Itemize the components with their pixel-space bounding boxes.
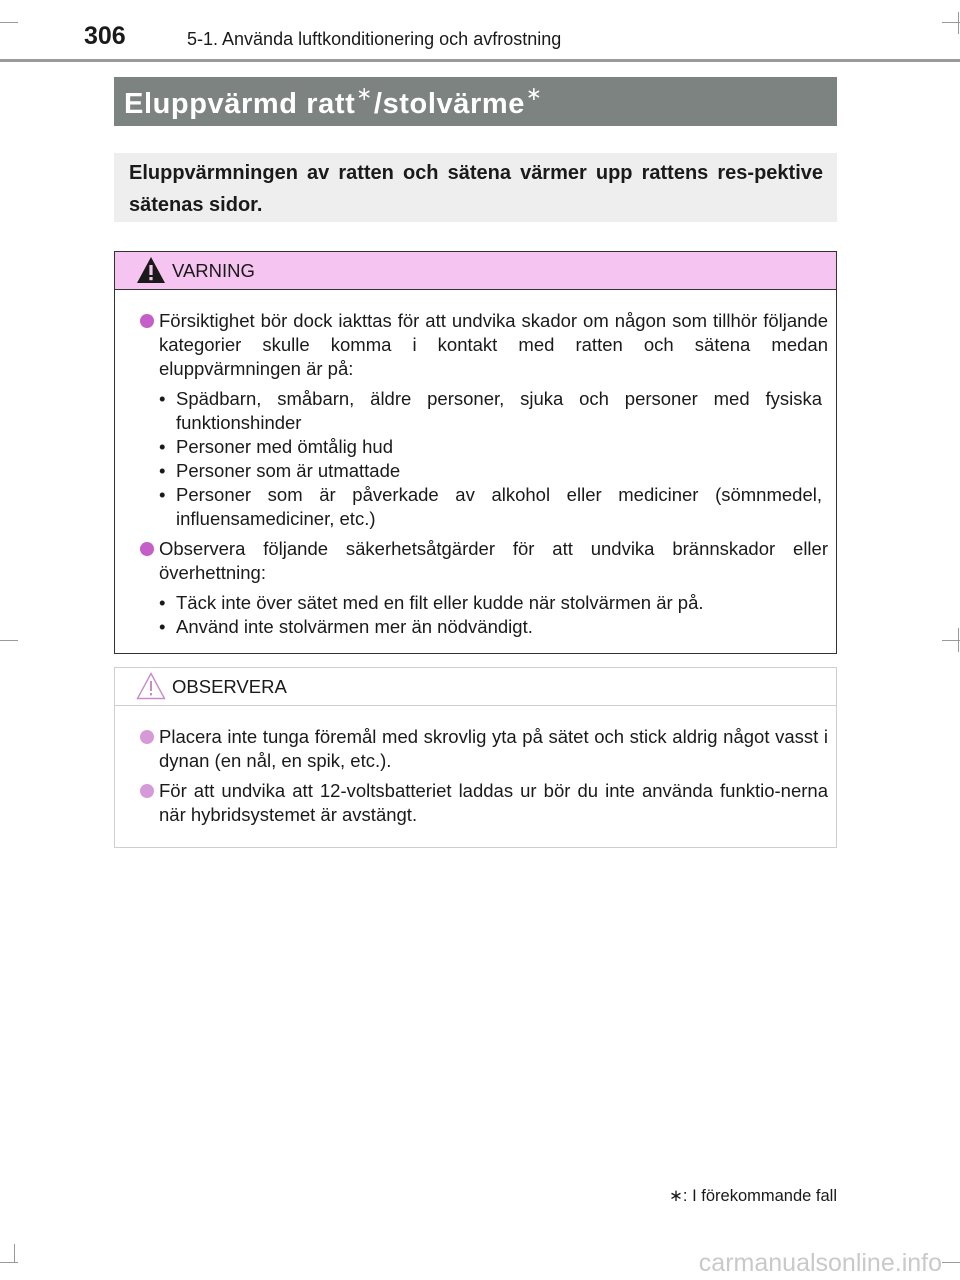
warning-header (115, 252, 836, 290)
footnote-asterisk: ∗ (669, 1187, 683, 1205)
sub-item: • Personer som är utmattade (159, 460, 401, 481)
warning-label: VARNING (172, 260, 255, 281)
sub-item: • Använd inte stolvärmen mer än nödvändigt. (159, 616, 533, 637)
page-number: 306 (84, 22, 126, 50)
running-header: 5-1. Använda luftkonditionering och avfrostning (187, 29, 562, 49)
warning-sublist (159, 387, 828, 531)
notice-item-text: För att undvika att 12-voltsbatteriet laddas ur bör du inte använda funktio-nerna när hybridsystemet är avstängt. (159, 780, 828, 825)
sub-item: • Personer som är påverkade av alkohol eller mediciner (sömnmedel, influensamediciner, etc.) (159, 484, 822, 529)
notice-item (140, 725, 828, 773)
bullet-dot-icon (140, 542, 154, 556)
notice-box (114, 667, 837, 848)
warning-item (140, 309, 828, 381)
section-title (114, 77, 837, 126)
notice-item (140, 779, 828, 827)
sub-item: • Täck inte över sätet med en filt eller kudde när stolvärmen är på. (159, 592, 704, 613)
warning-body (115, 290, 836, 639)
warning-item-text: Försiktighet bör dock iakttas för att undvika skador om någon som tillhör följande kategorier skulle komma i kontakt med ratten och sätena medan eluppvärmningen är på: (159, 310, 828, 379)
warning-triangle-icon (136, 256, 166, 284)
sub-item-text: Personer med ömtålig hud (176, 436, 393, 457)
bullet-dot-icon (140, 314, 154, 328)
footnote-text: : I förekommande fall (682, 1187, 837, 1205)
notice-header (115, 668, 836, 706)
crop-mark (0, 22, 18, 23)
sub-item-text: Personer som är utmattade (176, 460, 401, 481)
sub-item: • Personer med ömtålig hud (159, 436, 393, 457)
warning-sublist (159, 591, 828, 639)
bullet-dot-icon (140, 784, 154, 798)
notice-label: OBSERVERA (172, 676, 287, 697)
warning-item (140, 537, 828, 585)
sub-item-text: Personer som är påverkade av alkohol eller mediciner (sömnmedel, influensamediciner, etc.) (176, 484, 822, 529)
sub-item-text: Använd inte stolvärmen mer än nödvändigt. (176, 616, 533, 637)
crop-mark (14, 1244, 15, 1262)
footnote (669, 1186, 837, 1206)
watermark: carmanualsonline.info (698, 1249, 942, 1277)
title-part-1: Eluppvärmd ratt (124, 88, 356, 120)
crop-mark (942, 1262, 960, 1263)
header-rule (0, 59, 960, 62)
title-asterisk-2: ∗ (525, 84, 543, 105)
sub-item-text: Spädbarn, småbarn, äldre personer, sjuka och personer med fysiska funktionshinder (176, 388, 822, 433)
notice-item-text: Placera inte tunga föremål med skrovlig yta på sätet och stick aldrig något vasst i dynan (en nål, en spik, etc.). (159, 726, 828, 771)
warning-item-text: Observera följande säkerhetsåtgärder för att undvika brännskador eller överhettning: (159, 538, 828, 583)
title-asterisk-1: ∗ (356, 84, 373, 105)
sub-item: • Spädbarn, småbarn, äldre personer, sjuka och personer med fysiska funktionshinder (159, 388, 822, 433)
crop-mark (958, 628, 959, 652)
crop-mark (0, 1262, 18, 1263)
warning-box (114, 251, 837, 654)
sub-item-text: Täck inte över sätet med en filt eller kudde när stolvärmen är på. (176, 592, 704, 613)
intro-summary: Eluppvärmningen av ratten och sätena värmer upp rattens res-pektive sätenas sidor. (114, 153, 837, 222)
caution-triangle-outline-icon (136, 672, 166, 700)
bullet-dot-icon (140, 730, 154, 744)
notice-body (115, 706, 836, 827)
title-part-2: /stolvärme (373, 88, 525, 120)
crop-mark (0, 640, 18, 641)
crop-mark (958, 12, 959, 34)
